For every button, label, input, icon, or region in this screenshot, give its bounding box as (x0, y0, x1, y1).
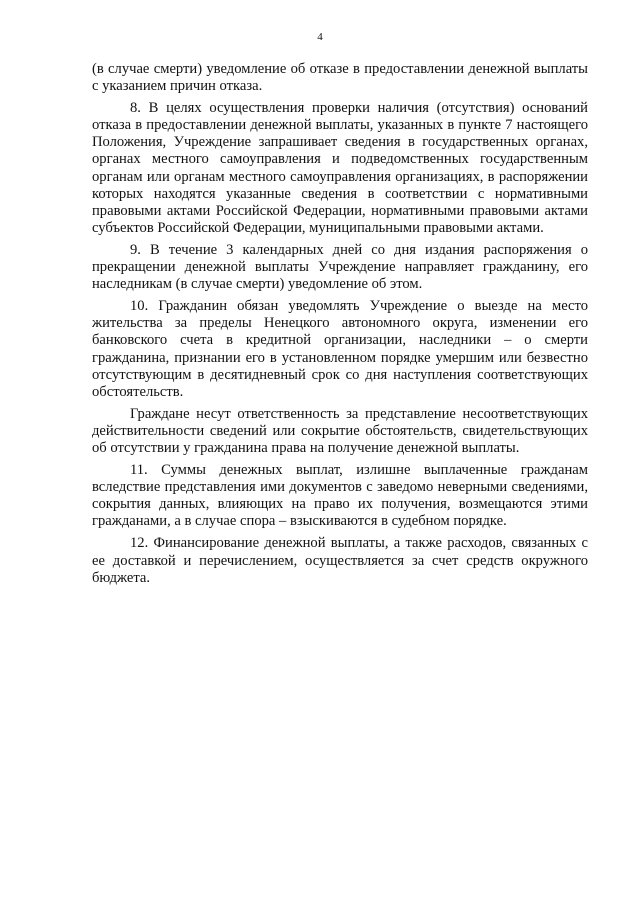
paragraph-continuation: (в случае смерти) уведомление об отказе в предоставлении денежной выплаты с указанием причин отказа. (92, 61, 588, 95)
page-number: 4 (317, 31, 323, 43)
document-body (92, 61, 588, 587)
paragraph-item-12: 12. Финансирование денежной выплаты, а также расходов, связанных с ее доставкой и перечислением, осуществляется за счет средств окружного бюджета. (92, 535, 588, 586)
paragraph-item-9: 9. В течение 3 календарных дней со дня издания распоряжения о прекращении денежной выплаты Учреждение направляет гражданину, его наследникам (в случае смерти) уведомление об этом. (92, 241, 588, 293)
paragraph-responsibility: Граждане несут ответственность за представление несоответствующих действительности сведений или сокрытие обстоятельств, свидетельствующих об отсутствии у гражданина права на получение денежной выплаты. (92, 405, 588, 456)
paragraph-item-10: 10. Гражданин обязан уведомлять Учреждение о выезде на место жительства за пределы Ненецкого автономного округа, изменении его банковского счета в кредитной организации, наследники – о смерти гражданина, признании его в установленном порядке умершим или безвестно отсутствующим в десятидневный срок со дня наступления соответствующих обстоятельств. (92, 298, 588, 400)
paragraph-item-8: 8. В целях осуществления проверки наличия (отсутствия) оснований отказа в предоставлении денежной выплаты, указанных в пункте 7 настоящего Положения, Учреждение запрашивает сведения в государственных органах, органах местного самоуправления и подведомственных государственным органам или органам местного самоуправления организациях, в распоряжении которых находятся указанные сведения в соответствии с нормативными правовыми актами Российской Федерации, нормативными правовыми актами субъектов Российской Федерации, муниципальными правовыми актами. (92, 100, 588, 236)
paragraph-item-11: 11. Суммы денежных выплат, излишне выплаченные гражданам вследствие представления ими документов с заведомо неверными сведениями, сокрытия данных, влияющих на право их получения, возмещаются этими гражданами, а в случае спора – взыскиваются в судебном порядке. (92, 462, 588, 530)
